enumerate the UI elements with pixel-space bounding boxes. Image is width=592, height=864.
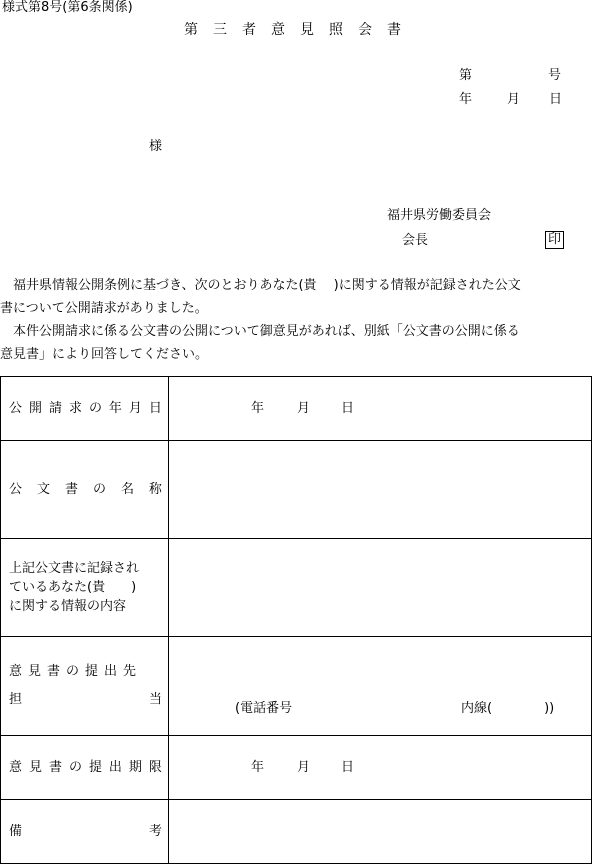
sender-organization: 福井県労働委員会 (387, 208, 492, 223)
addressee-honorific: 様 (149, 139, 163, 154)
deadline-month: 月 (297, 759, 311, 775)
remarks-label-cell (1, 800, 169, 864)
table-row (1, 637, 592, 736)
deadline-day: 日 (341, 759, 355, 775)
form-number: 様式第8号(第6条関係) (2, 0, 133, 15)
document-title: 第三者意見照会書 (184, 22, 416, 38)
submission-contact-cell[interactable] (169, 637, 592, 736)
deadline-label: 意 見 書 の 提 出 期 限 (9, 759, 162, 775)
deadline-label-cell (1, 736, 169, 800)
info-content-label-line: ているあなた(貴 ) (9, 580, 137, 595)
issue-date-month: 月 (507, 92, 521, 107)
request-date-month: 月 (297, 400, 311, 416)
info-content-label-line: 上記公文書に記録され (9, 561, 140, 576)
table-row (1, 441, 592, 539)
issue-date-year: 年 (459, 92, 473, 107)
contact-label-left: 担 (9, 692, 23, 707)
document-name-label: 公 文 書 の 名 称 (9, 481, 162, 497)
request-date-cell[interactable] (169, 377, 592, 441)
contact-label-right: 当 (148, 692, 162, 707)
info-content-label (1, 559, 168, 616)
info-content-label-cell (1, 539, 169, 637)
notice-line: 福井県情報公開条例に基づき、次のとおりあなた(貴 )に関する情報が記録された公文 (0, 278, 521, 293)
request-date-label-cell (1, 377, 169, 441)
document-name-cell[interactable] (169, 441, 592, 539)
remarks-label-right: 考 (148, 823, 162, 839)
table-row (1, 736, 592, 800)
remarks-label-left: 備 (9, 823, 23, 839)
info-content-cell[interactable] (169, 539, 592, 637)
request-date-year: 年 (251, 400, 265, 416)
phone-number-label: (電話番号 (235, 701, 293, 716)
remarks-label (1, 823, 168, 841)
notice-line: 意見書」により回答してください。 (0, 347, 209, 362)
seal-mark: 印 (545, 231, 564, 249)
notice-body (0, 274, 592, 366)
request-date-day: 日 (341, 400, 355, 416)
issue-date-day: 日 (549, 92, 563, 107)
document-name-label-cell (1, 441, 169, 539)
deadline-cell[interactable] (169, 736, 592, 800)
table-row (1, 377, 592, 441)
sender-title: 会長 (402, 233, 429, 248)
document-number-suffix: 号 (548, 68, 562, 83)
document-number-prefix: 第 (459, 68, 473, 83)
info-content-label-line: に関する情報の内容 (9, 599, 127, 614)
submission-contact-label: 意見書の提出先 (9, 664, 143, 679)
notice-line: 書について公開請求がありました。 (0, 301, 208, 316)
extension-label: 内線( )) (461, 701, 555, 716)
table-row (1, 800, 592, 864)
notice-line: 本件公開請求に係る公文書の公開について御意見があれば、別紙「公文書の公開に係る (0, 324, 520, 339)
deadline-year: 年 (251, 759, 265, 775)
remarks-cell[interactable] (169, 800, 592, 864)
request-date-label: 公 開 請 求 の 年 月 日 (9, 400, 162, 416)
table-row (1, 539, 592, 637)
submission-contact-label-cell (1, 637, 169, 736)
inquiry-table (0, 376, 592, 864)
